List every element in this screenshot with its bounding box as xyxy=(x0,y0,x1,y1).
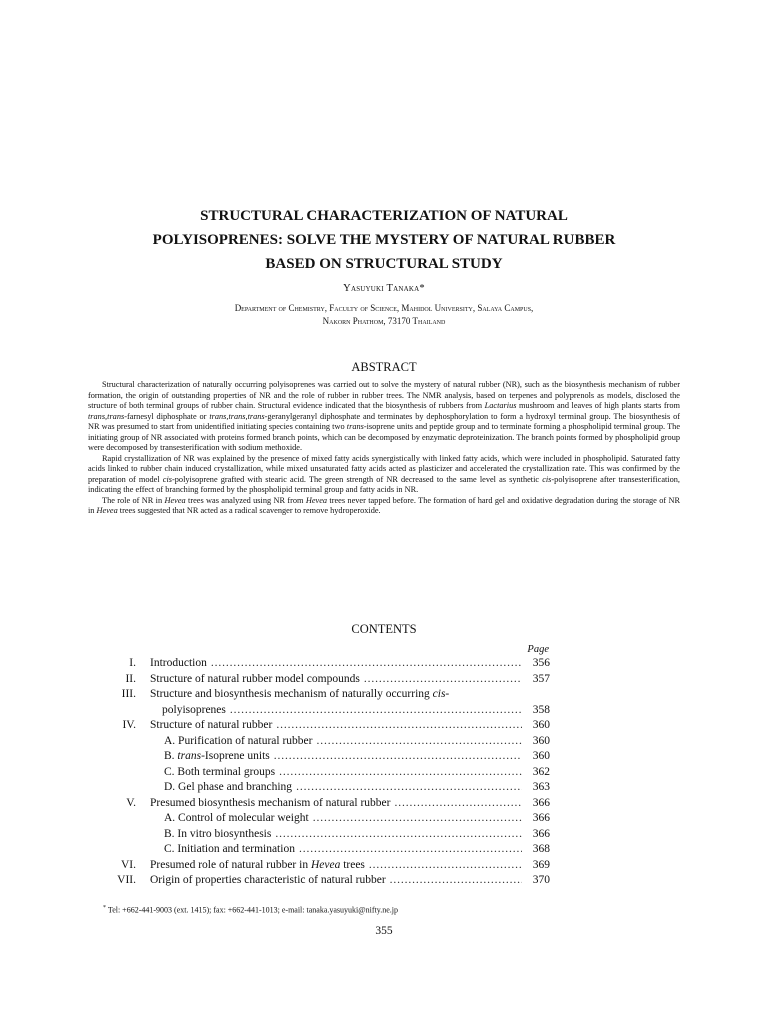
contents-heading: CONTENTS xyxy=(351,622,417,636)
abstract-heading: ABSTRACT xyxy=(351,360,417,374)
toc-number: IV. xyxy=(122,719,136,731)
toc-page-number: 369 xyxy=(532,858,550,871)
toc-label: C. Initiation and termination xyxy=(164,843,295,855)
footnote-text: Tel: +662-441-9003 (ext. 1415); fax: +662-441-1013; e-mail: tanaka.yasuyuki@nifty.ne.jp xyxy=(107,905,398,915)
text-run: Structure and biosynthesis mechanism of naturally occurring xyxy=(150,688,433,700)
toc-page-number: 366 xyxy=(532,812,550,824)
toc-leader-dots xyxy=(276,718,522,734)
toc-leader-dots xyxy=(211,656,522,672)
toc-entry-origin-of-properties[interactable] xyxy=(96,873,550,889)
italic-term: Lactarius xyxy=(484,401,517,410)
toc-entry-purification[interactable] xyxy=(96,734,550,750)
abstract-paragraph-1 xyxy=(88,380,680,454)
toc-leader-dots xyxy=(296,780,522,796)
italic-term: trans xyxy=(346,422,364,431)
italic-term: trans,trans,trans xyxy=(209,411,265,421)
toc-label xyxy=(150,687,449,703)
abstract-paragraph-2 xyxy=(88,454,680,496)
text-run: trees xyxy=(340,858,365,871)
toc-label: D. Gel phase and branching xyxy=(164,781,293,793)
toc-page-number: 357 xyxy=(532,672,550,685)
toc-entry-initiation-termination[interactable] xyxy=(96,842,550,858)
toc-leader-dots xyxy=(299,842,522,858)
text-run: -polyisoprene grafted with stearic acid. The green strength of NR decreased to the same level as synthetic xyxy=(172,474,543,484)
toc-number: II. xyxy=(125,672,136,685)
toc-label: C. Both terminal groups xyxy=(164,765,276,778)
toc-entry-terminal-groups[interactable] xyxy=(96,765,550,781)
toc-label: A. Purification of natural rubber xyxy=(164,734,313,747)
toc-leader-dots xyxy=(274,749,522,765)
toc-entry-structure-of-nr[interactable] xyxy=(96,718,550,734)
italic-term: Hevea xyxy=(96,506,118,515)
text-run: trees was analyzed using NR from xyxy=(185,495,306,505)
toc-leader-dots xyxy=(230,703,522,719)
toc-leader-dots xyxy=(390,873,522,889)
toc-label: Origin of properties characteristic of natural rubber xyxy=(150,874,386,886)
toc-label: Structure of natural rubber xyxy=(150,719,273,731)
toc-label: Presumed biosynthesis mechanism of natural rubber xyxy=(150,796,391,809)
toc-number: VII. xyxy=(117,874,136,886)
toc-leader-dots xyxy=(369,858,522,874)
toc-entry-molecular-weight[interactable] xyxy=(96,811,550,827)
toc-page-number: 370 xyxy=(532,874,550,886)
toc-entry-continuation[interactable] xyxy=(96,703,550,719)
toc-page-number: 356 xyxy=(532,657,550,669)
text-run: The role of NR in xyxy=(102,495,165,505)
toc-page-number: 366 xyxy=(532,796,550,809)
table-of-contents xyxy=(96,656,550,889)
italic-term: Hevea xyxy=(164,495,186,505)
text-run: Structural characterization of naturally occurring polyisoprenes was carried out to solve the mystery of natural rubber (NR), such as the biosynthesis mechanism of rubber formation, the origin of outstanding properties of NR and the role of rubber in rubber trees. The NMR analysis, based on terpenes and polyprenols as models, disclosed the structure of both terminal groups of rubber chain. Structural evidence indicated that the biosynthesis of rubbers from xyxy=(88,380,680,410)
toc-label xyxy=(164,749,270,765)
affiliation-line-1: Department of Chemistry, Faculty of Science, Mahidol University, Salaya Campus, xyxy=(234,303,534,313)
toc-entry-biosynthesis-mechanism[interactable] xyxy=(96,687,550,703)
toc-leader-dots xyxy=(395,796,523,812)
toc-page-number: 360 xyxy=(532,734,550,747)
text-run: Rapid crystallization of NR was explained by the presence of mixed fatty acids synergistically with linked fatty acids, which were included in phospholipid. Saturated fatty acids linked to rubber chain induced crystallization, while mixed unsaturated fatty acids acted as plasticizer and accelerated the crystallization rate. This was confirmed by the preparation of model xyxy=(88,453,680,484)
abstract-paragraph-3 xyxy=(88,496,680,517)
paper-title xyxy=(110,204,658,276)
toc-page-number: 360 xyxy=(532,750,550,762)
toc-leader-dots xyxy=(275,827,522,843)
toc-number: III. xyxy=(121,688,136,700)
text-run: -geranylgeranyl diphosphate and terminates by dephosphorylation to form a hydroxyl terminal group. The biosynthesis of NR was presumed to start from unidentified initiating species containing two xyxy=(88,411,681,431)
author-affiliation xyxy=(0,302,768,328)
toc-leader-dots xyxy=(279,765,522,781)
toc-page-column-label: Page xyxy=(527,644,549,655)
italic-term: cis xyxy=(432,688,446,700)
toc-number: I. xyxy=(129,657,136,669)
text-run: trees suggested that NR acted as a radical scavenger to remove hydroperoxide. xyxy=(117,506,381,515)
title-line-3: BASED ON STRUCTURAL STUDY xyxy=(265,256,503,272)
toc-leader-dots xyxy=(313,811,522,827)
title-line-2: POLYISOPRENES: SOLVE THE MYSTERY OF NATURAL RUBBER xyxy=(152,232,616,248)
toc-page-number: 368 xyxy=(532,843,550,855)
italic-term: cis xyxy=(162,474,173,484)
text-run: mushroom and leaves of high plants starts from xyxy=(516,401,681,410)
footnote-mark: * xyxy=(103,905,106,911)
toc-page-number: 360 xyxy=(532,719,550,731)
toc-leader-dots xyxy=(364,672,522,688)
toc-entry-model-compounds[interactable] xyxy=(96,672,550,688)
italic-term: cis xyxy=(542,474,552,484)
toc-number: VI. xyxy=(120,858,136,871)
text-run: Presumed role of natural rubber in xyxy=(150,858,311,871)
toc-number: V. xyxy=(126,796,136,809)
toc-label xyxy=(150,858,365,874)
affiliation-line-2: Nakorn Phathom, 73170 Thailand xyxy=(322,316,446,326)
italic-term: trans,trans xyxy=(88,411,125,421)
toc-entry-introduction[interactable] xyxy=(96,656,550,672)
italic-term: Hevea xyxy=(310,858,341,871)
text-run: trees never tapped before. The formation of hard gel and oxidative degradation during the storage of NR in xyxy=(88,495,681,515)
abstract-body xyxy=(88,380,680,517)
toc-page-number: 366 xyxy=(532,827,550,840)
toc-entry-in-vitro[interactable] xyxy=(96,827,550,843)
toc-entry-role-in-hevea[interactable] xyxy=(96,858,550,874)
toc-leader-dots xyxy=(317,734,523,750)
text-run: -isoprene units and peptide group and to terminate forming a phospholipid terminal group. The initiating group of NR associated with proteins formed branch points, which can be decomposed by enzymatic deproteinization. The branch points formed by phospholipid group were decomposed by transesterification with sodium methoxide. xyxy=(88,422,681,452)
toc-entry-gel-phase[interactable] xyxy=(96,780,550,796)
title-line-1: STRUCTURAL CHARACTERIZATION OF NATURAL xyxy=(200,208,568,224)
author-name: Yasuyuki Tanaka* xyxy=(343,283,425,294)
text-run: -farnesyl diphosphate or xyxy=(124,411,210,421)
text-run: B. xyxy=(164,750,178,762)
toc-label: Structure of natural rubber model compounds xyxy=(150,672,360,685)
italic-term: Hevea xyxy=(305,495,328,505)
author-footnote xyxy=(103,905,398,915)
toc-page-number: 363 xyxy=(532,781,550,793)
toc-label: A. Control of molecular weight xyxy=(164,812,309,824)
toc-entry-presumed-biosynthesis[interactable] xyxy=(96,796,550,812)
toc-label: polyisoprenes xyxy=(162,703,226,716)
toc-label: Introduction xyxy=(150,657,207,669)
page-number: 355 xyxy=(375,925,393,937)
italic-term: trans xyxy=(177,750,202,762)
text-run: -polyisoprene after transesterification, indicating the effect of branching formed by the phospholipid terminal group and fatty acids in NR. xyxy=(88,474,680,494)
text-run: -Isoprene units xyxy=(201,750,270,762)
toc-label: B. In vitro biosynthesis xyxy=(164,827,272,840)
toc-entry-trans-isoprene-units[interactable] xyxy=(96,749,550,765)
toc-page-number: 358 xyxy=(532,703,550,716)
toc-page-number: 362 xyxy=(532,765,550,778)
text-run: - xyxy=(445,688,450,700)
